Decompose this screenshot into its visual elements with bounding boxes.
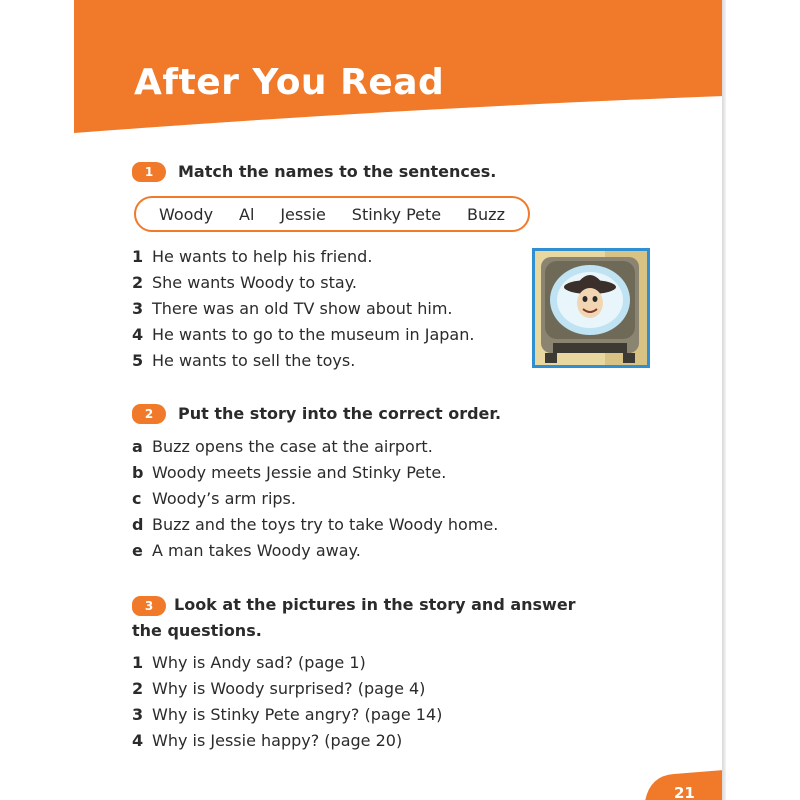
exercise-1-instruction: Match the names to the sentences. [178,162,497,181]
list-item: 4 He wants to go to the museum in Japan. [132,325,475,344]
list-item: 5 He wants to sell the toys. [132,351,356,370]
exercise-2-heading [132,401,501,427]
list-item: 3 Why is Stinky Pete angry? (page 14) [132,705,443,724]
list-item: 1 Why is Andy sad? (page 1) [132,653,366,672]
list-item: e A man takes Woody away. [132,541,361,560]
exercise-1-badge: 1 [132,162,166,182]
page-number: 21 [674,784,695,800]
name-option: Al [239,204,255,224]
page-edge [722,0,726,800]
exercise-2-badge: 2 [132,404,166,424]
exercise-1-heading [132,159,496,185]
list-item: 4 Why is Jessie happy? (page 20) [132,731,403,750]
list-item: b Woody meets Jessie and Stinky Pete. [132,463,447,482]
name-option: Buzz [467,204,505,224]
list-item: a Buzz opens the case at the airport. [132,437,433,456]
list-item: d Buzz and the toys try to take Woody home. [132,515,499,534]
exercise-3-heading [132,592,602,644]
exercise-3-instruction: Look at the pictures in the story and answer the questions. [132,595,576,640]
woody-on-tv-illustration [532,248,650,368]
exercise-2-list [132,434,498,564]
list-item: c Woody’s arm rips. [132,489,296,508]
list-item: 3 There was an old TV show about him. [132,299,453,318]
name-option: Woody [158,204,214,224]
names-box [134,196,530,232]
list-item: 2 Why is Woody surprised? (page 4) [132,679,426,698]
exercise-1-list [132,244,474,374]
exercise-3-badge: 3 [132,596,166,616]
name-option: Stinky Pete [351,204,442,224]
exercise-2-instruction: Put the story into the correct order. [178,404,502,423]
page-title: After You Read [134,62,445,103]
name-option: Jessie [280,204,326,224]
list-item: 1 He wants to help his friend. [132,247,373,266]
list-item: 2 She wants Woody to stay. [132,273,357,292]
book-page [74,0,724,800]
exercise-3-list [132,650,442,754]
